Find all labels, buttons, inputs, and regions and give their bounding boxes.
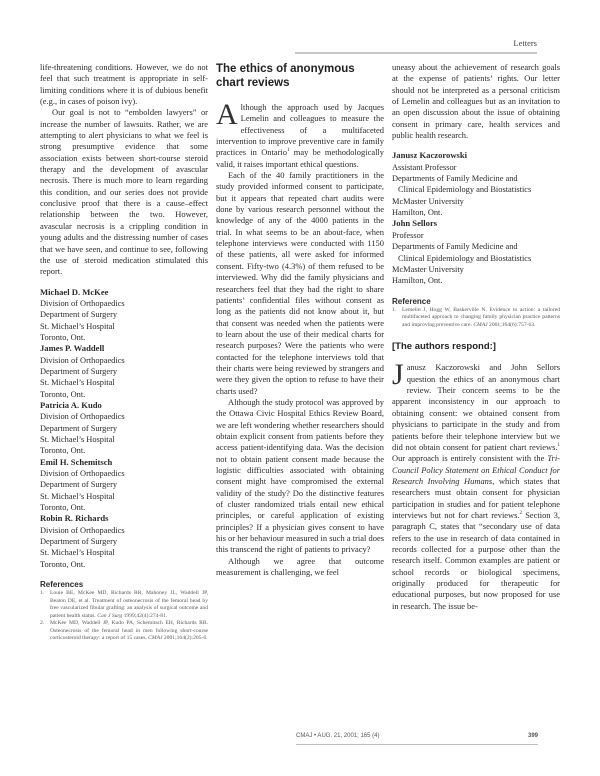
affiliation-line: Clinical Epidemiology and Biostatistics — [398, 185, 532, 195]
reference-citation: 1999;42(4):274-81. — [123, 612, 168, 619]
affiliation-line: St. Michael’s Hospital — [40, 435, 115, 444]
body-paragraph: life-threatening conditions. However, we do not feel that such treatment is appropriate in self-limiting conditions where it is of dubious benefit (e.g., in cases of poison ivy). — [40, 62, 208, 107]
drop-cap: A — [216, 98, 238, 131]
body-paragraph: uneasy about the achievement of research goals at the expense of patients’ rights. Our letter should not be interpreted as a personal criticism of Lemelin and colleagues but as an invitation to an open discussion about the issue of obtaining consent in primary care, health services and public health research. — [392, 62, 560, 141]
affiliation-line: Toronto, Ont. — [40, 389, 86, 399]
reference-number: 1. — [40, 590, 45, 597]
reference-body: Lemelin J, Hogg W, Baskerville N. Evidence to action: a tailored multifaceted approach to changing family physician practice patterns and improving preventive care. — [402, 306, 560, 328]
citation-marker: 1 — [286, 148, 290, 154]
body-paragraph: Although we agree that outcome measurement is challenging, we feel — [216, 555, 384, 578]
policy-title: Tri-Council Policy Statement on Ethical Conduct for Research Involving Humans — [392, 453, 560, 486]
affiliation-line: Division of Orthopaedics — [40, 412, 125, 422]
author-entry — [392, 218, 560, 286]
affiliation-line: Clinical Epidemiology and Biostatistics — [398, 253, 532, 263]
reference-item — [392, 307, 560, 329]
body-paragraph: Each of the 40 family practitioners in the study provided informed consent to participate, but it appears that repeated chart audits were done by various research personnel without the knowledge of any of the 4000 patients in the trial. In what seems to be an about-face, when telephone interviews were conducted with 1150 of these patients, all were asked for informed consent. Fifty-two (4.3%) of them refused to be interviewed. Why did the family physicians and researchers feel that they had the right to share patients’ confidential files without consent as long as the patients did not know about it, but that consent was needed when the patients were to learn about the use of their medical charts for research purposes? Were the patients who were contacted for the telephone interviews told that their charts were being reviewed by strangers and were they given the option to refuse to have their charts used? — [216, 170, 384, 396]
affiliation-line: Assistant Professor — [392, 162, 457, 172]
response-paragraph — [392, 358, 560, 612]
author-entry — [40, 343, 208, 400]
author-name: Patricia A. Kudo — [40, 399, 102, 410]
references-heading: References — [40, 580, 84, 590]
reference-journal: Can J Surg — [97, 612, 123, 619]
authors-respond-heading: [The authors respond:] — [392, 341, 496, 353]
author-name: Emil H. Schemitsch — [40, 456, 113, 467]
author-name: Robin R. Richards — [40, 513, 109, 524]
reference-body: McKee MD, Waddell JP, Kudo PA, Schemitsch EH, Richards RR. Osteonecrosis of the femoral head in men following short-course corticosteroid therapy: a report of 15 cases. — [50, 620, 208, 641]
running-header — [295, 38, 537, 54]
affiliation-line: Toronto, Ont. — [40, 446, 86, 456]
author-name: Michael D. McKee — [40, 286, 109, 297]
reference-number: 1. — [392, 306, 397, 313]
affiliation-line: Department of Surgery — [40, 423, 118, 433]
reference-citation: 2001;164(6):757-63. — [489, 321, 536, 328]
affiliation-line: Division of Orthopaedics — [40, 355, 125, 365]
affiliation-line: Toronto, Ont. — [40, 332, 86, 342]
affiliation-line: Department of Surgery — [40, 366, 118, 376]
affiliation-line: Departments of Family Medicine and — [392, 174, 518, 184]
lead-paragraph — [216, 98, 384, 170]
affiliation-line: Division of Orthopaedics — [40, 525, 125, 535]
author-name: Janusz Kaczorowski — [392, 150, 468, 161]
response-text: Our approach is entirely consistent with the — [392, 453, 548, 464]
author-entry — [40, 457, 208, 514]
section-label: Letters — [513, 38, 537, 48]
reference-heading: Reference — [392, 296, 431, 306]
author-list — [392, 150, 560, 286]
reference-text — [50, 620, 208, 642]
author-entry — [40, 287, 208, 344]
column-1 — [40, 62, 208, 642]
response-text: anusz Kaczorowski and John Sellors question the ethics of an anonymous chart review. Their concern seems to be the apparent inconsistency in our approach to obtaining consent: we obtained consent from physicians to participate in the study and from patients before their telephone interview but we did not obtain consent for patient chart reviews. — [392, 362, 560, 452]
author-entry — [40, 400, 208, 457]
affiliation-line: Division of Orthopaedics — [40, 469, 125, 479]
affiliation-line: St. Michael’s Hospital — [40, 321, 115, 331]
response-text: , which states that researchers must obtain consent for physician participation in studies and for patient telephone interviews but not for chart reviews. — [392, 475, 560, 520]
affiliation-line: Departments of Family Medicine and — [392, 242, 518, 252]
author-entry — [40, 513, 208, 570]
affiliation-line: Professor — [392, 230, 424, 240]
reference-text — [402, 307, 560, 329]
reference-number: 2. — [40, 620, 45, 627]
reference-item — [40, 590, 208, 620]
response-text: Section 3, paragraph C, states that “secondary use of data refers to the use in research of data contained in records collected for a purpose other than the research itself. Common examples are patient or school records or biological specimens, originally produced for therapeutic for educational purposes, but now proposed for use in research. The issue be- — [392, 509, 560, 611]
reference-citation: 2001;164(2):205-6. — [163, 634, 208, 641]
body-paragraph: Although the study protocol was approved by the Ottawa Civic Hospital Ethics Review Board, we are left wondering whether researchers should obtain explicit consent from patients before they access patient-identifying data. Was the decision not to obtain patient consent made because the logistic difficulties associated with obtaining consent might have compromised the external validity of the study? Do the distinctive features of cluster randomized trials entail new ethical principles, or careful application of existing principles? If a physician gives consent to have his or her behaviour measured in such a trial does this transcend the right of patients to privacy? — [216, 396, 384, 555]
journal-citation: CMAJ • AUG. 21, 2001; 165 (4) — [296, 733, 380, 739]
reference-journal: CMAJ — [473, 321, 488, 328]
affiliation-line: Hamilton, Ont. — [392, 276, 443, 286]
article-title: The ethics of anonymous chart reviews — [216, 63, 355, 89]
reference-item — [40, 620, 208, 642]
affiliation-line: Department of Surgery — [40, 537, 118, 547]
lead-text-end: may be methodologically valid, it raises important ethical questions. — [216, 147, 384, 169]
body-paragraph: Our goal is not to “embolden lawyers” or increase the number of lawsuits. Rather, we are attempting to alert physicians to what we feel is strong presumptive evidence that some association exists between short-course steroid therapy and the development of avascular necrosis. There is much more to learn regarding this condition, and our series does not provide conclusive proof that there is a cause–effect relationship between the two. However, avascular necrosis is a crippling condition in young adults and the distressing number of cases that we have seen, and continue to see, following the use of steroid medication stimulated this report. — [40, 107, 208, 277]
author-name: James P. Waddell — [40, 343, 105, 354]
affiliation-line: Division of Orthopaedics — [40, 298, 125, 308]
citation-marker: 2 — [519, 511, 523, 517]
page-footer — [296, 733, 538, 745]
citation-marker: 1 — [557, 443, 560, 449]
reference-body: Louie BE, McKee MD, Richards RR, Mahoney JL, Waddell JP, Beaton DE, et al. Treatment of osteonecrosis of the femoral head by free vascularized fibular grafting: an analysis of surgical outcome and patient health status. — [50, 590, 208, 619]
author-entry — [392, 150, 560, 218]
drop-cap: J — [392, 358, 404, 392]
page-number: 399 — [527, 733, 538, 739]
affiliation-line: Hamilton, Ont. — [392, 208, 443, 218]
affiliation-line: Department of Surgery — [40, 310, 118, 320]
affiliation-line: St. Michael’s Hospital — [40, 378, 115, 388]
affiliation-line: Toronto, Ont. — [40, 559, 86, 569]
affiliation-line: Department of Surgery — [40, 480, 118, 490]
affiliation-line: St. Michael’s Hospital — [40, 548, 115, 558]
author-list — [40, 287, 208, 571]
author-name: John Sellors — [392, 218, 438, 229]
lead-text: lthough the approach used by Jacques Lemelin and colleagues to measure the effectiveness of a multifaceted intervention to improve preventive care in family practices in Ontario — [216, 102, 384, 158]
affiliation-line: Toronto, Ont. — [40, 503, 86, 513]
affiliation-line: St. Michael’s Hospital — [40, 491, 115, 501]
affiliation-line: McMaster University — [392, 196, 464, 206]
column-3 — [392, 62, 560, 612]
column-2 — [216, 62, 384, 578]
affiliation-line: McMaster University — [392, 264, 464, 274]
reference-journal: CMAJ — [148, 634, 163, 641]
reference-text — [50, 590, 208, 620]
